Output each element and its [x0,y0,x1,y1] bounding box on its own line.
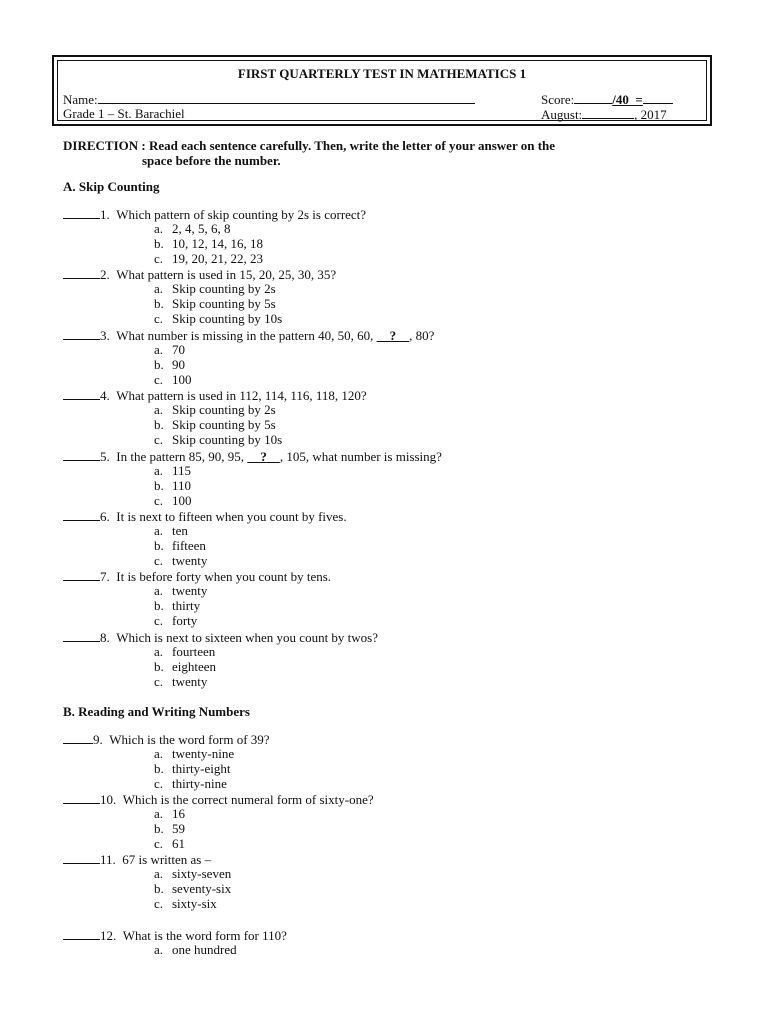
score-line [541,91,673,107]
option-b: b. 110 [154,478,192,493]
answer-blank-5[interactable] [63,448,100,461]
answer-blank-12[interactable] [63,927,100,940]
question-6 [63,508,347,524]
option-b: b. 59 [154,821,185,836]
options-12 [154,942,237,957]
answer-blank-10[interactable] [63,791,100,804]
option-a: a. 70 [154,342,185,357]
answer-blank-7[interactable] [63,568,100,581]
option-c: c. 19, 20, 21, 22, 23 [154,251,263,266]
direction-text-2: space before the number. [142,153,281,168]
question-1 [63,206,366,222]
options-2 [154,281,282,326]
question-4 [63,387,367,403]
section-b-title: B. Reading and Writing Numbers [63,704,250,719]
question-number: 11. [100,852,116,867]
question-text: Which is the correct numeral form of sixty-one? [122,792,374,807]
test-title: FIRST QUARTERLY TEST IN MATHEMATICS 1 [237,66,527,81]
option-a: a. Skip counting by 2s [154,402,276,417]
question-text: What number is missing in the pattern 40, 50, 60, [116,328,374,343]
option-b: b. thirty [154,598,201,613]
question-9 [63,731,270,747]
option-b: b. 10, 12, 14, 16, 18 [154,236,263,251]
question-10 [63,791,374,807]
option-c: c. Skip counting by 10s [154,432,283,447]
question-number: 8. [100,630,110,645]
option-a: a. one hundred [154,942,237,957]
question-text: It is next to fifteen when you count by fives. [116,509,347,524]
option-a: a. ten [154,523,188,538]
option-c: c. Skip counting by 10s [154,311,283,326]
options-11 [154,866,231,911]
question-7 [63,568,331,584]
question-text: What pattern is used in 112, 114, 116, 118, 120? [116,388,367,403]
options-6 [154,523,207,568]
option-a: a. 16 [154,806,185,821]
question-number: 5. [100,449,110,464]
name-field[interactable] [98,91,475,104]
option-b: b. fifteen [154,538,206,553]
name-line [63,91,475,107]
option-a: a. 2, 4, 5, 6, 8 [154,221,231,236]
answer-blank-1[interactable] [63,206,100,219]
question-number: 6. [100,509,110,524]
option-b: b. eighteen [154,659,217,674]
answer-blank-8[interactable] [63,629,100,642]
score-field[interactable] [574,91,612,104]
option-c: c. forty [154,613,198,628]
question-3 [63,327,434,343]
question-number: 10. [100,792,117,807]
question-number: 2. [100,267,110,282]
day-field[interactable] [582,106,634,119]
grade-section: Grade 1 – St. Barachiel [63,106,185,121]
options-4 [154,402,282,447]
option-c: c. 100 [154,372,192,387]
option-b: b. Skip counting by 5s [154,417,276,432]
question-12 [63,927,287,943]
question-text-end: , 80? [409,328,435,343]
missing-number-blank: ? [389,328,397,343]
options-8 [154,644,216,689]
option-b: b. 90 [154,357,185,372]
options-9 [154,746,234,791]
question-number: 7. [100,569,110,584]
option-a: a. 115 [154,463,192,478]
question-number: 9. [93,732,103,747]
options-1 [154,221,263,266]
direction-text-1: Read each sentence carefully. Then, write the letter of your answer on the [148,138,556,153]
question-number: 1. [100,207,110,222]
option-a: a. twenty [154,583,208,598]
option-c: c. sixty-six [154,896,217,911]
options-7 [154,583,207,628]
answer-blank-6[interactable] [63,508,100,521]
date-line [541,106,667,122]
answer-blank-11[interactable] [63,851,100,864]
option-a: a. twenty-nine [154,746,235,761]
question-number: 4. [100,388,110,403]
score-label: Score: [541,92,575,107]
option-a: a. fourteen [154,644,216,659]
score-percent-field[interactable] [643,91,673,104]
option-c: c. twenty [154,553,208,568]
missing-number-blank: ? [260,449,267,464]
question-text: It is before forty when you count by tens. [116,569,332,584]
question-text: What pattern is used in 15, 20, 25, 30, 35? [116,267,337,282]
option-b: b. Skip counting by 5s [154,296,276,311]
question-8 [63,629,378,645]
year-text: , 2017 [634,107,667,122]
question-text: Which is the word form of 39? [109,732,270,747]
options-10 [154,806,185,851]
question-number: 3. [100,328,110,343]
question-text-end: , 105, what number is missing? [279,449,442,464]
question-text: In the pattern 85, 90, 95, [116,449,245,464]
score-equals: = [635,92,643,107]
score-total: /40 [612,92,629,107]
question-text: What is the word form for 110? [122,928,287,943]
question-text: Which pattern of skip counting by 2s is correct? [116,207,367,222]
name-label: Name: [63,92,98,107]
month-label: August: [541,107,583,122]
option-b: b. seventy-six [154,881,232,896]
question-2 [63,266,336,282]
answer-blank-2[interactable] [63,266,100,279]
question-text: Which is next to sixteen when you count by twos? [116,630,379,645]
direction [63,138,683,168]
options-3 [154,342,192,387]
option-a: a. sixty-seven [154,866,232,881]
option-c: c. twenty [154,674,208,689]
option-c: c. 61 [154,836,185,851]
direction-label: DIRECTION : [63,138,146,153]
options-5 [154,463,192,508]
question-5 [63,448,442,464]
answer-blank-3[interactable] [63,327,100,340]
question-11 [63,851,211,867]
answer-blank-9[interactable] [63,731,93,744]
question-number: 12. [100,928,117,943]
answer-blank-4[interactable] [63,387,100,400]
option-b: b. thirty-eight [154,761,231,776]
option-a: a. Skip counting by 2s [154,281,276,296]
question-text: 67 is written as – [122,852,212,867]
option-c: c. 100 [154,493,192,508]
section-a-title: A. Skip Counting [63,179,160,194]
option-c: c. thirty-nine [154,776,227,791]
